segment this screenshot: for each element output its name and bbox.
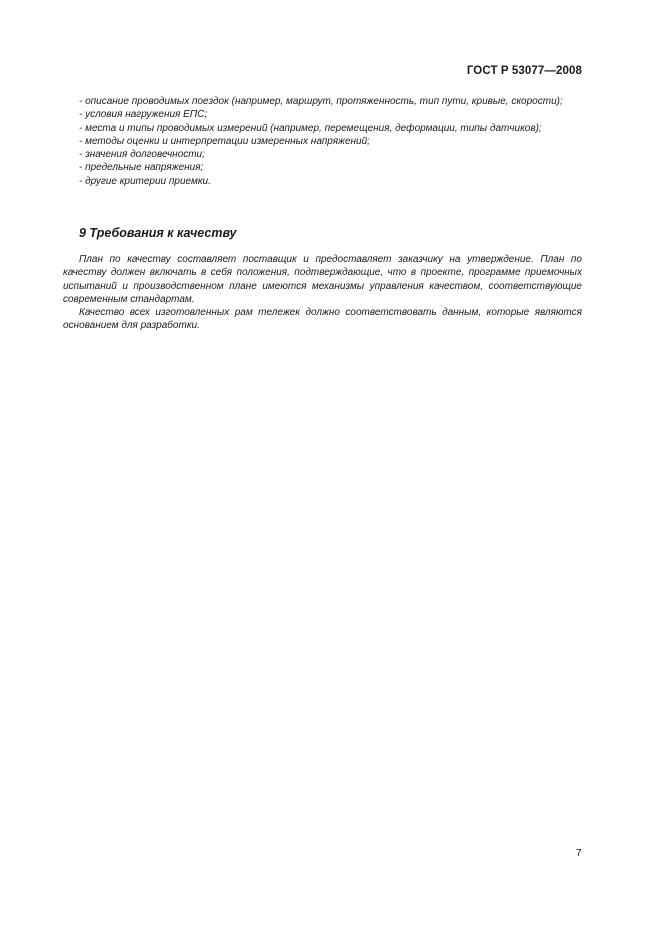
requirements-list bbox=[63, 95, 582, 188]
section-heading: 9 Требования к качеству bbox=[79, 226, 237, 240]
list-item: - условия нагружения ЕПС; bbox=[79, 109, 208, 121]
list-item: - другие критерии приемки. bbox=[79, 175, 211, 187]
section-body bbox=[63, 253, 582, 333]
document-header: ГОСТ Р 53077—2008 bbox=[466, 65, 582, 77]
list-item: - методы оценки и интерпретации измеренных напряжений; bbox=[79, 135, 370, 147]
list-item: - места и типы проводимых измерений (например, перемещения, деформации, типы датчиков); bbox=[79, 122, 542, 134]
list-item: - предельные напряжения; bbox=[79, 162, 204, 174]
list-item: - значения долговечности; bbox=[79, 149, 205, 161]
list-item: - описание проводимых поездок (например, маршрут, протяженность, тип пути, кривые, скорости); bbox=[79, 96, 563, 107]
paragraph: Качество всех изготовленных рам тележек должно соответствовать данным, которые являются основанием для разработки. bbox=[63, 307, 582, 332]
page-number: 7 bbox=[576, 848, 582, 859]
paragraph: План по качеству составляет поставщик и предоставляет заказчику на утверждение. План по качеству должен включать в себя положения, подтверждающие, что в проекте, программе приемочных испытаний и производственном плане имеются механизмы управления качеством, соответствующие современным стандартам. bbox=[63, 254, 582, 305]
